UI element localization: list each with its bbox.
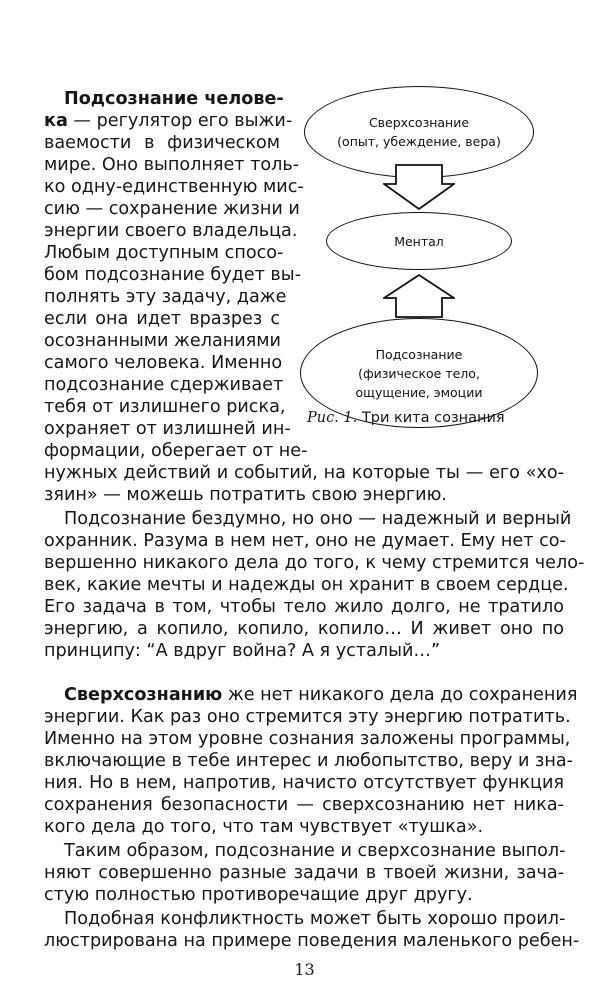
text-line: тебя от излишнего риска, [44,397,286,417]
text-line: Именно на этом уровне сознания заложены программы, [44,729,571,749]
down-arrow-icon [383,164,455,210]
text-line: Подсознание бездумно, но оно — надежный и верный [64,509,572,529]
text-line: ко одну-единственную мис- [44,177,304,197]
figure-label: Рис. 1. [307,410,358,426]
text-line: охраняет от излишней ин- [44,419,291,439]
text-line: Любым доступным спосо- [44,243,284,263]
text-line: если она идет вразрез с [44,309,280,329]
text-line: охранник. Разума в нем нет, оно не думает. Ему нет со- [44,531,566,551]
text-line: нужных действий и событий, на которые ты — его «хо- [44,463,564,483]
text-line: бом подсознание будет вы- [44,265,302,285]
text-line: вершенно никакого дела до того, к чему стремится чело- [44,553,585,573]
figure-caption-text: Три кита сознания [361,410,505,426]
text-line: люстрирована на примере поведения маленького ребен- [44,931,580,951]
text-line: Подобная конфликтность может быть хорошо проил- [64,909,566,929]
text-line: зяин» — можешь потратить свою энергию. [44,485,447,505]
text-line: самого человека. Именно [44,353,283,373]
text-line: энергии. Как раз оно стремится эту энергию потратить. [44,707,571,727]
text-line: ния. Но в нем, напротив, начисто отсутствует функция [44,773,564,793]
text-line: кого дела до того, что там чувствует «тушка». [44,817,484,837]
text-line: стую полностью противоречащие друг другу. [44,885,473,905]
up-arrow-icon [383,274,455,318]
mental-node [326,212,512,270]
text-line: подсознание сдерживает [44,375,284,395]
text-line: энергию, а копило, копило, копило… И живет оно по [44,619,564,639]
text-line: Сверхсознанию же нет никакого дела до сохранения [64,685,578,705]
superconscious-subtitle: (опыт, убеждение, вера) [337,134,501,149]
mental-title: Ментал [394,233,444,249]
text-line: принципу: “А вдруг война? А я усталый…” [44,641,441,661]
page-number: 13 [294,960,315,979]
text-line [64,88,284,110]
text-line: осознанными желаниями [44,331,281,351]
text-line: сию — сохранение жизни и [44,199,300,219]
text-line: Его задача в том, чтобы тело жило долго, не тратило [44,597,564,617]
text-line: Таким образом, подсознание и сверхсознание выпол- [64,841,566,861]
text-line: формации, оберегает от не- [44,441,308,461]
subconscious-line1: Подсознание [375,346,463,362]
consciousness-diagram [300,86,536,431]
text-line: включающие в тебе интерес и любопытство, веру и зна- [44,751,573,771]
superconscious-title: Сверхсознание [368,115,470,130]
bold-lead: Сверхсознанию [64,685,223,705]
text-line: няют совершенно разные задачи в твоей жизни, зача- [44,863,564,883]
text-line: век, какие мечты и надежды он хранит в своем сердце. [44,575,569,595]
text-line: энергии своего владельца. [44,221,298,241]
text-line: мире. Оно выполняет толь- [44,155,300,175]
figure-caption [307,408,505,428]
text-line: ваемости в физическом [44,133,280,153]
bold-lead: Подсознание челове- [64,89,284,109]
subconscious-line2: (физическое тело, [358,365,480,381]
subconscious-line3: ощущение, эмоции [355,384,483,400]
text-line: полнять эту задачу, даже [44,287,287,307]
text-line: ка — регулятор его выжи- [44,111,293,131]
text-line: сохранения безопасности — сверхсознанию нет ника- [44,795,564,815]
